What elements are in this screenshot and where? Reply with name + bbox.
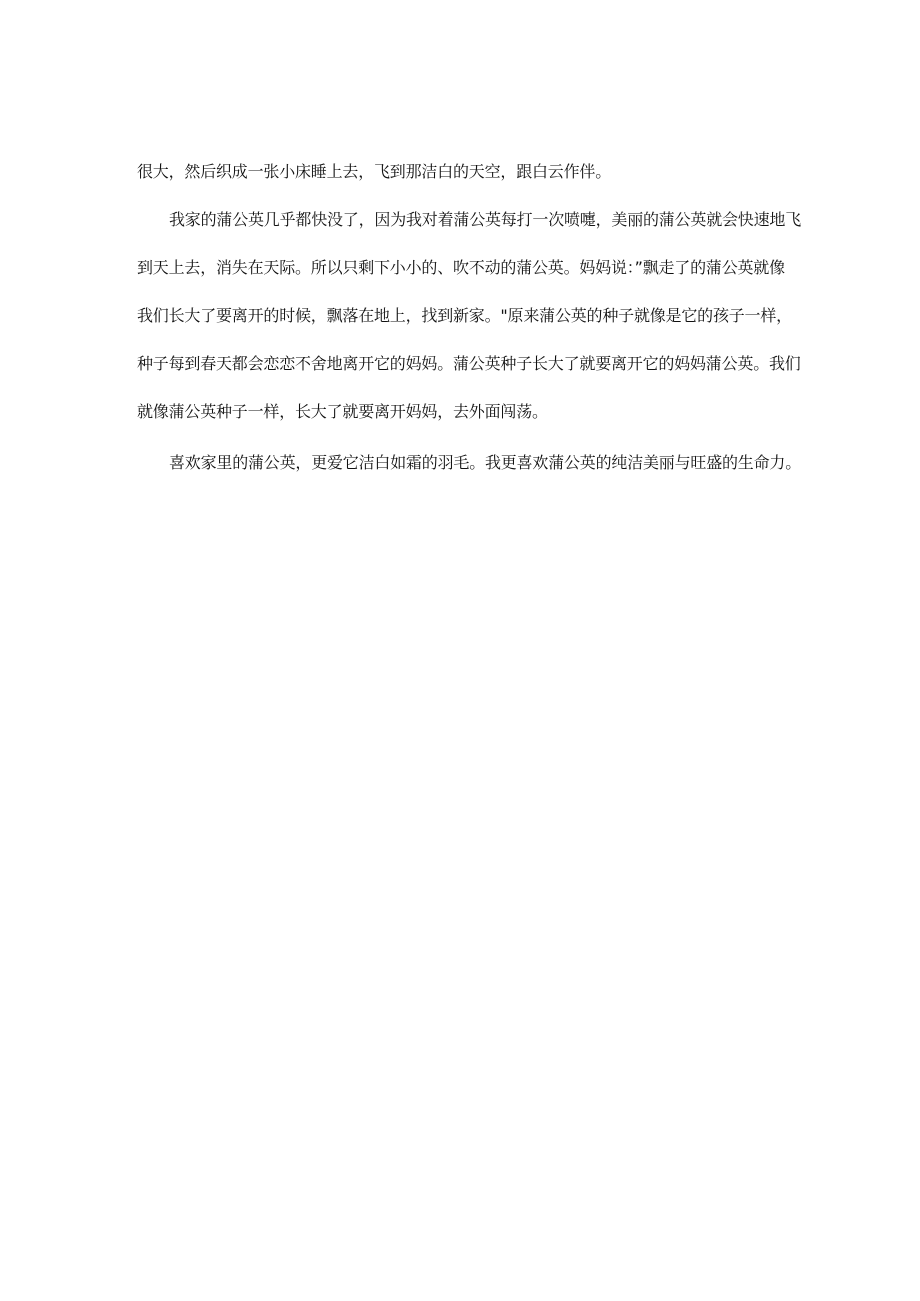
paragraph-line: 我家的蒲公英几乎都快没了，因为我对着蒲公英每打一次喷嚏，美丽的蒲公英就会快速地飞 — [169, 210, 802, 229]
paragraph-line: 种子每到春天都会恋恋不舍地离开它的妈妈。蒲公英种子长大了就要离开它的妈妈蒲公英。我们 — [137, 354, 801, 373]
paragraph-line: 很大，然后织成一张小床睡上去，飞到那洁白的天空，跟白云作伴。 — [137, 162, 612, 181]
paragraph-line: 喜欢家里的蒲公英，更爱它洁白如霜的羽毛。我更喜欢蒲公英的纯洁美丽与旺盛的生命力。 — [169, 453, 802, 472]
paragraph-line: 我们长大了要离开的时候，飘落在地上，找到新家。"原来蒲公英的种子就像是它的孩子一样， — [137, 306, 792, 325]
paragraph-line: 到天上去，消失在天际。所以只剩下小小的、吹不动的蒲公英。妈妈说：”飘走了的蒲公英就像 — [137, 258, 785, 277]
document-body — [137, 160, 802, 499]
paragraph-line: 就像蒲公英种子一样，长大了就要离开妈妈，去外面闯荡。 — [137, 402, 548, 421]
